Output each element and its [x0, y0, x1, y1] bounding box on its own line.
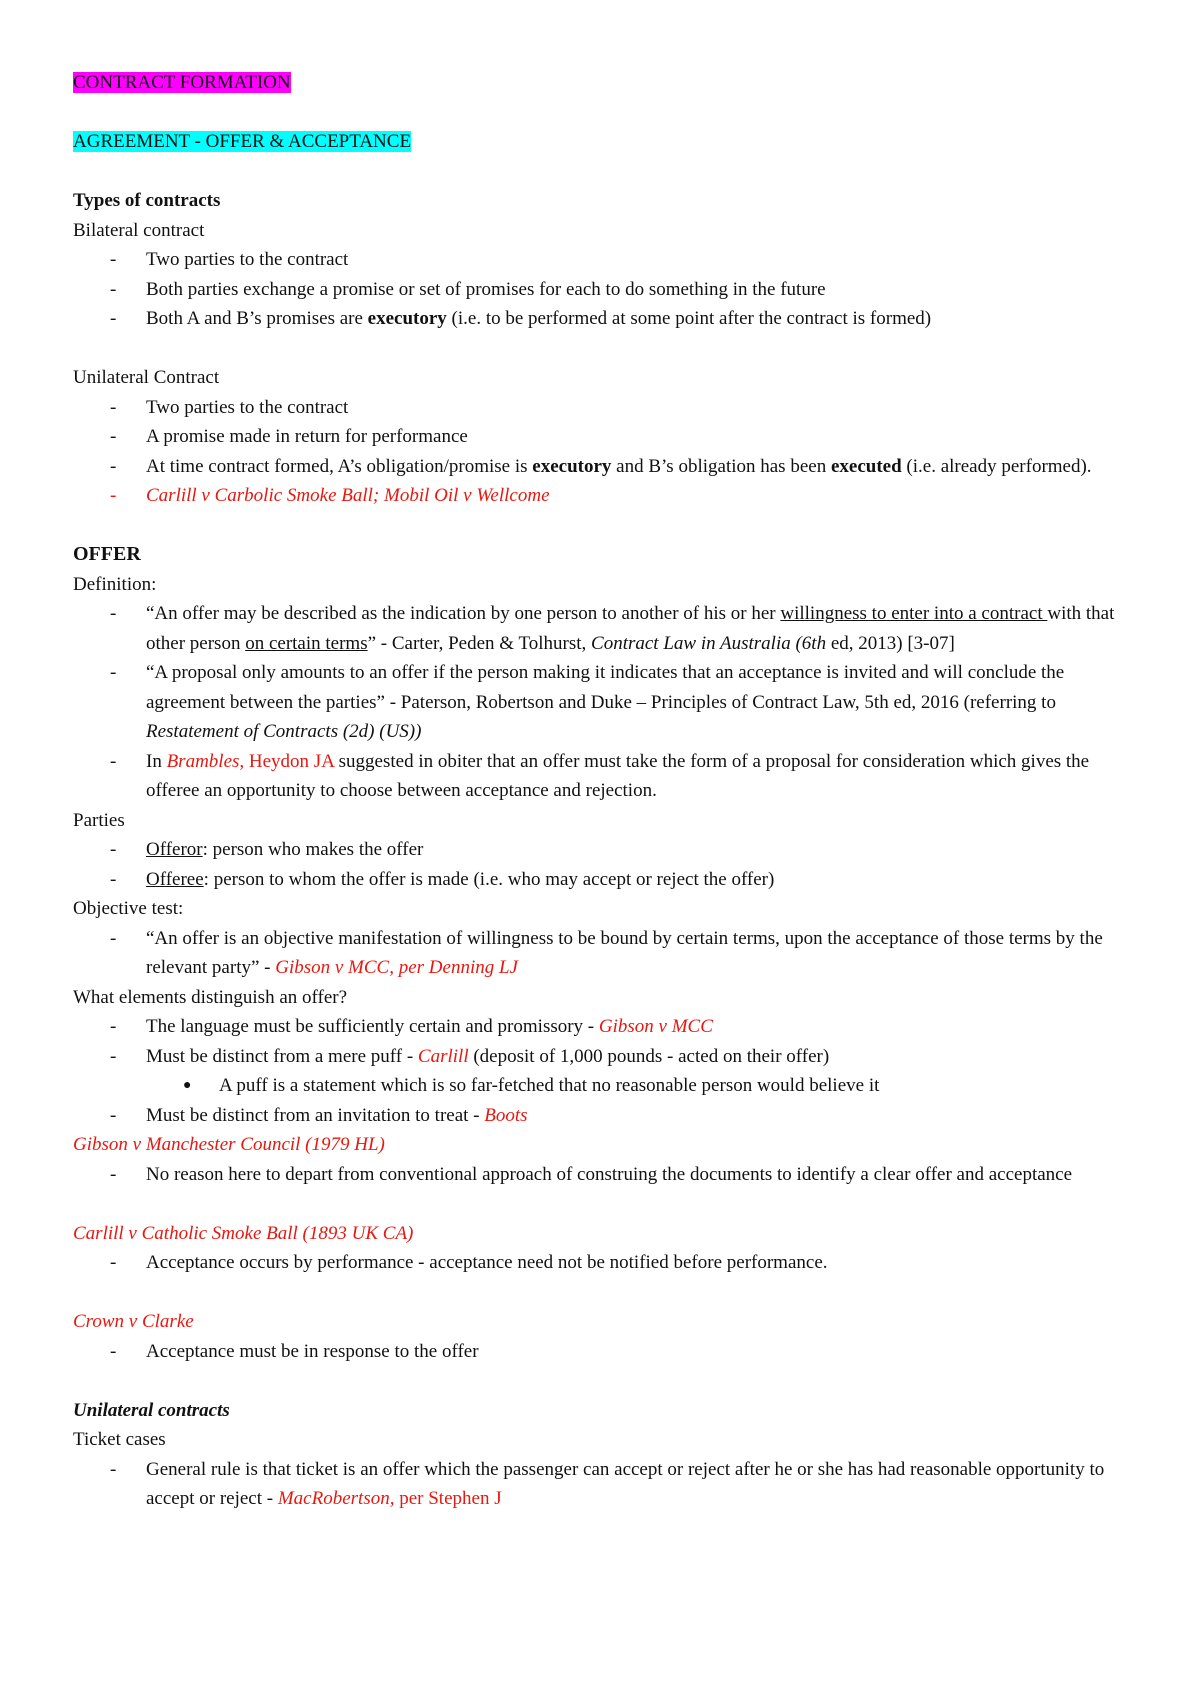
types-heading: Types of contracts	[73, 190, 221, 211]
list-item: - No reason here to depart from conventional approach of construing the documents to identify a clear offer and acceptance	[73, 1160, 1133, 1190]
list-item: - “An offer may be described as the indication by one person to another of his or her willingness to enter into a contract with that other person on certain terms” - Carter, Peden & Tolhurst, Contract Law in Australia (6th ed, 2013) [3-07]	[73, 599, 1133, 658]
list-item: - Both A and B’s promises are executory (i.e. to be performed at some point after the contract is formed)	[73, 304, 1133, 334]
parties-list	[73, 835, 1133, 894]
parties-label: Parties	[73, 809, 125, 831]
list-item: - Both parties exchange a promise or set of promises for each to do something in the future	[73, 275, 1133, 305]
list-item: - “A proposal only amounts to an offer if the person making it indicates that an acceptance is invited and will conclude the agreement between the parties” - Paterson, Robertson and Duke – Principles of Contract Law, 5th ed, 2016 (referring to Restatement of Contracts (2d) (US))	[73, 658, 1133, 747]
ticket-list	[73, 1455, 1133, 1514]
unilateral-list	[73, 393, 1133, 511]
offer-heading: OFFER	[73, 543, 141, 565]
ticket-cases-label: Ticket cases	[73, 1429, 166, 1450]
doc-subtitle: AGREEMENT - OFFER & ACCEPTANCE	[73, 131, 412, 152]
carlill-list	[73, 1248, 1133, 1278]
elements-label: What elements distinguish an offer?	[73, 986, 348, 1008]
unilateral-contracts-heading: Unilateral contracts	[73, 1399, 230, 1421]
bilateral-label: Bilateral contract	[73, 219, 205, 241]
elements-list	[73, 1012, 1133, 1130]
list-item: - Acceptance must be in response to the offer	[73, 1337, 1133, 1367]
crown-list	[73, 1337, 1133, 1367]
list-item: - Two parties to the contract	[73, 393, 1133, 423]
list-item: - Must be distinct from a mere puff - Carlill (deposit of 1,000 pounds - acted on their offer)	[73, 1042, 1133, 1072]
case-title-gibson: Gibson v Manchester Council (1979 HL)	[73, 1134, 385, 1155]
case-title-crown: Crown v Clarke	[73, 1311, 194, 1332]
list-item: - General rule is that ticket is an offer which the passenger can accept or reject after he or she has had reasonable opportunity to accept or reject - MacRobertson, per Stephen J	[73, 1455, 1133, 1514]
list-item: - A promise made in return for performance	[73, 422, 1133, 452]
list-item: - Acceptance occurs by performance - acceptance need not be notified before performance.	[73, 1248, 1133, 1278]
list-item: - The language must be sufficiently certain and promissory - Gibson v MCC	[73, 1012, 1133, 1042]
list-item: - Offeror: person who makes the offer	[73, 835, 1133, 865]
list-item: - Two parties to the contract	[73, 245, 1133, 275]
definition-label: Definition:	[73, 573, 157, 595]
sub-list-item: ● A puff is a statement which is so far-fetched that no reasonable person would believe it	[73, 1071, 1133, 1101]
objective-list	[73, 924, 1133, 983]
gibson-list	[73, 1160, 1133, 1190]
bilateral-list	[73, 245, 1133, 334]
definition-list	[73, 599, 1133, 806]
document-page	[73, 68, 1133, 1514]
list-item: - At time contract formed, A’s obligation/promise is executory and B’s obligation has been executed (i.e. already performed).	[73, 452, 1133, 482]
doc-title: CONTRACT FORMATION	[73, 72, 291, 93]
unilateral-label: Unilateral Contract	[73, 367, 220, 388]
case-reference: - Carlill v Carbolic Smoke Ball; Mobil Oil v Wellcome	[73, 481, 1133, 511]
list-item: - Offeree: person to whom the offer is made (i.e. who may accept or reject the offer)	[73, 865, 1133, 895]
case-title-carlill: Carlill v Catholic Smoke Ball (1893 UK CA)	[73, 1222, 414, 1244]
objective-label: Objective test:	[73, 898, 184, 919]
list-item: - In Brambles, Heydon JA suggested in obiter that an offer must take the form of a proposal for consideration which gives the offeree an opportunity to choose between acceptance and rejection.	[73, 747, 1133, 806]
list-item: - Must be distinct from an invitation to treat - Boots	[73, 1101, 1133, 1131]
list-item: - “An offer is an objective manifestation of willingness to be bound by certain terms, upon the acceptance of those terms by the relevant party” - Gibson v MCC, per Denning LJ	[73, 924, 1133, 983]
